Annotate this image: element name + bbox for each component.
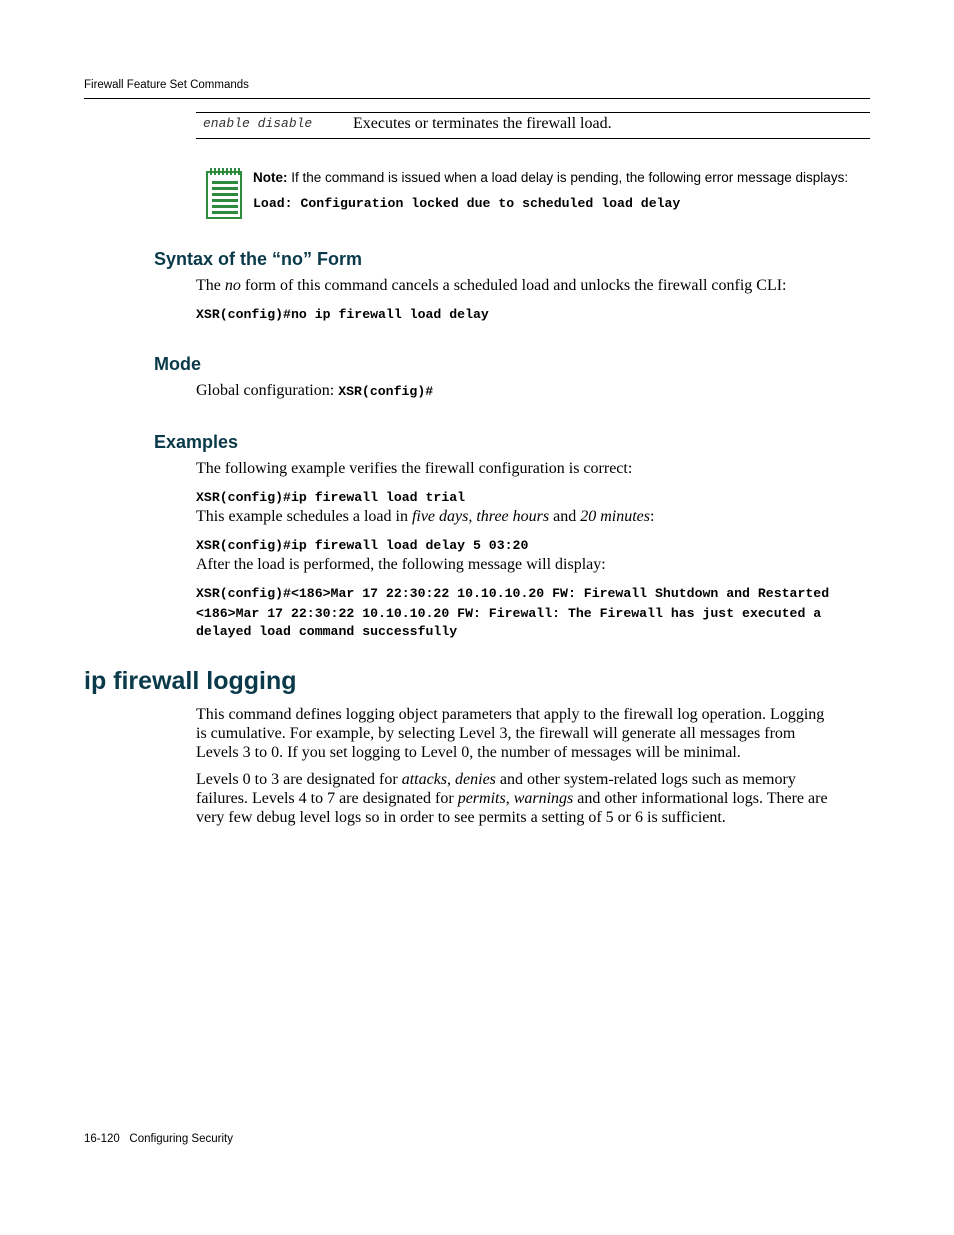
- mode-code: XSR(config)#: [338, 384, 434, 399]
- example-code-3-line-2: <186>Mar 17 22:30:22 10.10.10.20 FW: Firewall: The Firewall has just executed a: [196, 606, 822, 621]
- example-code-3-line-3: delayed load command successfully: [196, 624, 458, 639]
- page-number: 16-120: [84, 1133, 120, 1145]
- syntax-no-text: The no form of this command cancels a scheduled load and unlocks the firewall config CLI:: [196, 277, 787, 294]
- syntax-no-code: XSR(config)#no ip firewall load delay: [196, 307, 489, 322]
- header-rule: [84, 98, 870, 99]
- syntax-no-heading: Syntax of the “no” Form: [154, 249, 363, 269]
- note-text: [253, 170, 848, 185]
- table-bottom-rule: [196, 138, 870, 139]
- examples-intro: The following example verifies the firewall configuration is correct:: [196, 460, 633, 477]
- examples-heading: Examples: [154, 432, 239, 452]
- running-header: Firewall Feature Set Commands: [84, 79, 249, 91]
- param-name: enable disable: [203, 116, 313, 131]
- note-label: Note:: [253, 170, 288, 185]
- note-body: If the command is issued when a load delay is pending, the following error message displays:: [291, 170, 849, 185]
- footer-title: Configuring Security: [129, 1133, 233, 1145]
- example-code-1: XSR(config)#ip firewall load trial: [196, 490, 466, 505]
- table-top-rule: [196, 112, 870, 113]
- page-footer: [84, 1133, 233, 1145]
- examples-text-2: This example schedules a load in five days, three hours and 20 minutes:: [196, 508, 655, 525]
- example-code-2: XSR(config)#ip firewall load delay 5 03:20: [196, 538, 529, 553]
- mode-text: Global configuration: XSR(config)#: [196, 382, 434, 399]
- note-code: Load: Configuration locked due to scheduled load delay: [253, 196, 681, 211]
- example-code-3-line-1: XSR(config)#<186>Mar 17 22:30:22 10.10.10.20 FW: Firewall Shutdown and Restarted: [196, 586, 830, 601]
- section-paragraph-1: This command defines logging object parameters that apply to the firewall log operation. Logging is cumulative. For example, by selecting Level 3, the firewall will generate all messages from Levels 3 to 0. If you set logging to Level 0, the number of messages will be minimal.: [196, 706, 825, 761]
- examples-text-3: After the load is performed, the following message will display:: [196, 556, 606, 573]
- mode-heading: Mode: [154, 354, 201, 374]
- section-paragraph-2: Levels 0 to 3 are designated for attacks, denies and other system-related logs such as memory failures. Levels 4 to 7 are designated for permits, warnings and other informational logs. There are very few debug level logs so in order to see permits a setting of 5 or 6 is sufficient.: [196, 771, 828, 826]
- section-title: ip firewall logging: [84, 667, 297, 695]
- note-icon: [205, 168, 243, 225]
- param-description: Executes or terminates the firewall load.: [353, 115, 612, 132]
